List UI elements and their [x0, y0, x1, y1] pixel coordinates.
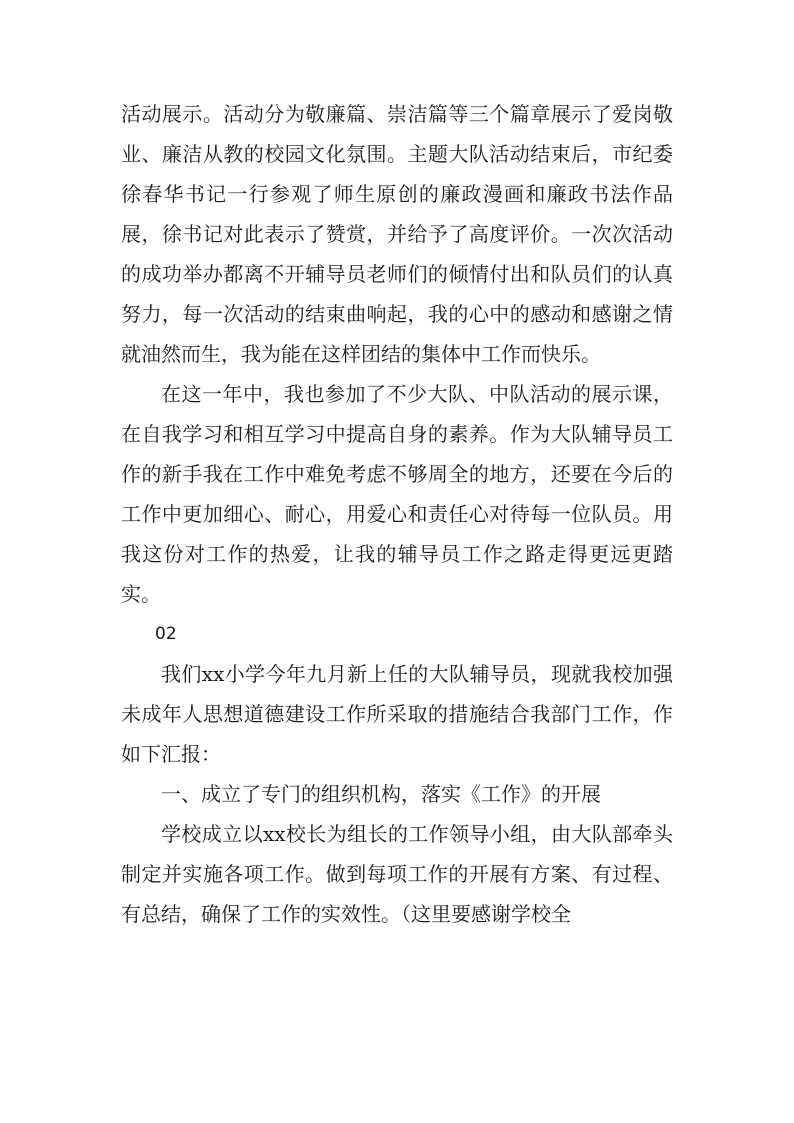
- heading-organization: 一、成立了专门的组织机构，落实《工作》的开展: [161, 782, 601, 806]
- document-body: [121, 94, 673, 934]
- paragraph-leadership-group: 学校成立以xx校长为组长的工作领导小组，由大队部牵头制定并实施各项工作。做到每项工作的开展有方案、有过程、有总结，确保了工作的实效性。（这里要感谢学校全: [121, 822, 673, 926]
- paragraph-activity-showcase: 活动展示。活动分为敬廉篇、崇洁篇等三个篇章展示了爱岗敬业、廉洁从教的校园文化氛围。主题大队活动结束后，市纪委徐春华书记一行参观了师生原创的廉政漫画和廉政书法作品展，徐书记对此表示了赞赏，并给予了高度评价。一次次活动的成功举办都离不开辅导员老师们的倾情付出和队员们的认真努力，每一次活动的结束曲响起，我的心中的感动和感谢之情就油然而生，我为能在这样团结的集体中工作而快乐。: [121, 102, 673, 366]
- section-number: 02: [155, 624, 177, 644]
- paragraph-report-intro: 我们xx小学今年九月新上任的大队辅导员，现就我校加强未成年人思想道德建设工作所采取的措施结合我部门工作，作如下汇报：: [121, 662, 673, 766]
- paragraph-year-reflection: 在这一年中，我也参加了不少大队、中队活动的展示课，在自我学习和相互学习中提高自身的素养。作为大队辅导员工作的新手我在工作中难免考虑不够周全的地方，还要在今后的工作中更加细心、耐心，用爱心和责任心对待每一位队员。用我这份对工作的热爱，让我的辅导员工作之路走得更远更踏实。: [121, 382, 673, 606]
